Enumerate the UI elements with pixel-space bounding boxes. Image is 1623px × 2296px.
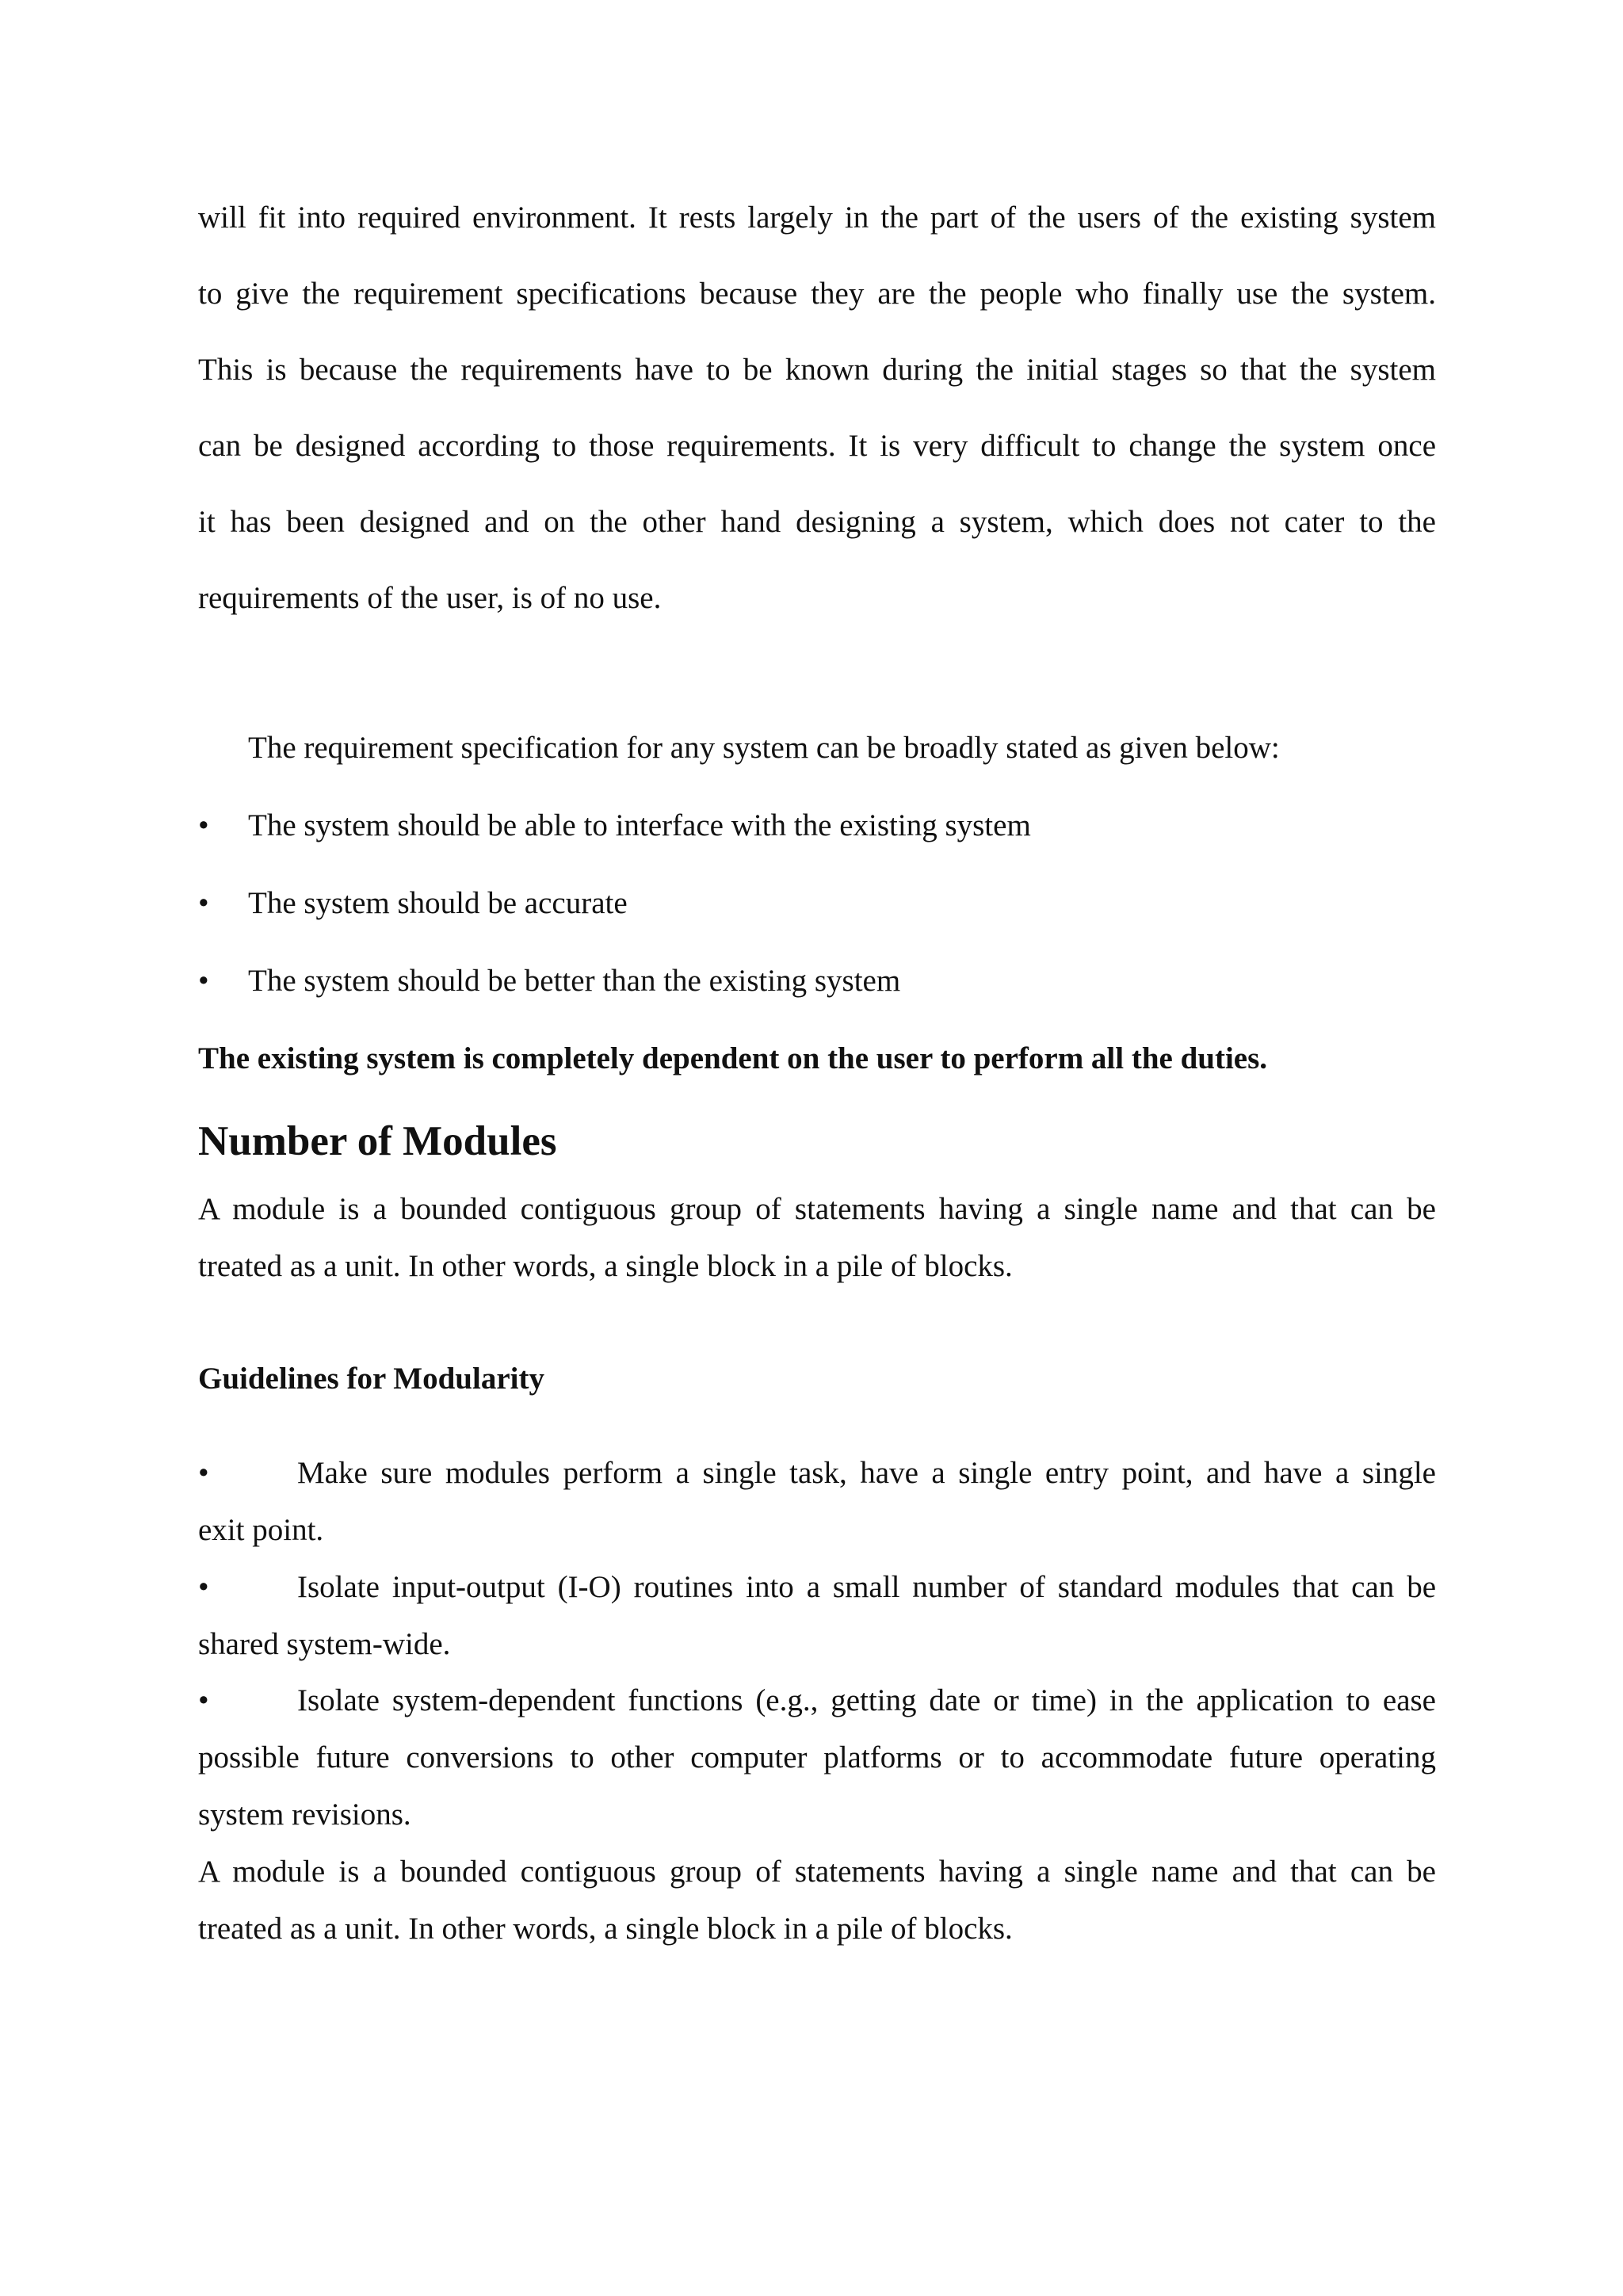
guidelines-heading: Guidelines for Modularity [198, 1362, 544, 1396]
guideline-text: exit point. [198, 1513, 324, 1547]
paragraph-line: can be designed according to those requirements. It is very difficult to change the system once [198, 429, 1436, 463]
bullet-icon: • [198, 1456, 209, 1490]
paragraph-line: will fit into required environment. It rests largely in the part of the users of the existing system [198, 201, 1436, 235]
section-heading: Number of Modules [198, 1118, 557, 1164]
guideline-text: possible future conversions to other computer platforms or to accommodate future operating [198, 1740, 1436, 1775]
definition-line: A module is a bounded contiguous group of statements having a single name and that can be [198, 1192, 1436, 1226]
requirements-intro: The requirement specification for any system can be broadly stated as given below: [248, 731, 1280, 765]
paragraph-line: it has been designed and on the other hand designing a system, which does not cater to the [198, 505, 1436, 539]
guideline-text: Isolate input-output (I-O) routines into a small number of standard modules that can be [297, 1570, 1436, 1604]
bold-statement: The existing system is completely dependent on the user to perform all the duties. [198, 1041, 1268, 1075]
paragraph-line: requirements of the user, is of no use. [198, 581, 662, 615]
bullet-icon: • [198, 1570, 209, 1604]
list-item-text: The system should be accurate [248, 886, 628, 920]
bullet-icon: • [198, 964, 209, 998]
list-item-text: The system should be able to interface with the existing system [248, 808, 1031, 842]
paragraph-line: This is because the requirements have to be known during the initial stages so that the system [198, 353, 1436, 387]
closing-line: treated as a unit. In other words, a single block in a pile of blocks. [198, 1912, 1013, 1946]
list-item-text: The system should be better than the existing system [248, 964, 901, 998]
closing-line: A module is a bounded contiguous group of statements having a single name and that can be [198, 1855, 1436, 1889]
guideline-text: system revisions. [198, 1797, 411, 1832]
bullet-icon: • [198, 886, 209, 920]
paragraph-line: to give the requirement specifications because they are the people who finally use the system. [198, 277, 1436, 311]
bullet-icon: • [198, 808, 209, 842]
guideline-text: Isolate system-dependent functions (e.g., getting date or time) in the application to ease [297, 1683, 1436, 1717]
guideline-text: Make sure modules perform a single task, have a single entry point, and have a single [297, 1456, 1436, 1490]
definition-line: treated as a unit. In other words, a single block in a pile of blocks. [198, 1249, 1013, 1283]
bullet-icon: • [198, 1683, 209, 1717]
guideline-text: shared system-wide. [198, 1627, 451, 1661]
